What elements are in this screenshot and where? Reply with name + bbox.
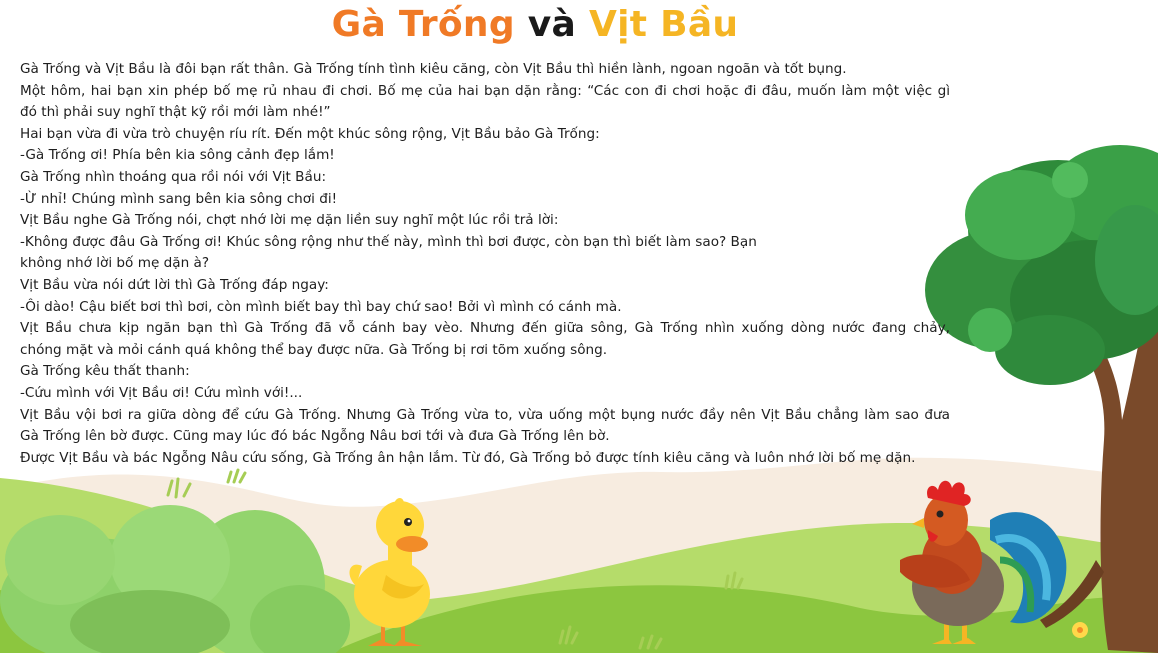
story-line: Được Vịt Bầu và bác Ngỗng Nâu cứu sống, Gà Trống ân hận lắm. Từ đó, Gà Trống bỏ được tính kiêu căng và luôn nhớ lời bố mẹ dặn. — [20, 449, 916, 466]
story-line: đó thì phải suy nghĩ thật kỹ rồi mới làm nhé!” — [20, 104, 331, 121]
story-line: -Ôi dào! Cậu biết bơi thì bơi, còn mình biết bay thì bay chứ sao! Bởi vì mình có cánh mà. — [20, 298, 622, 315]
story-line: -Gà Trống ơi! Phía bên kia sông cảnh đẹp lắm! — [20, 147, 335, 164]
story-line: Vịt Bầu vừa nói dứt lời thì Gà Trống đáp ngay: — [20, 276, 329, 293]
story-line: Gà Trống lên bờ được. Cũng may lúc đó bác Ngỗng Nâu bơi tới và đưa Gà Trống lên bờ. — [20, 428, 610, 445]
story-line: -Không được đâu Gà Trống ơi! Khúc sông rộng như thế này, mình thì bơi được, còn bạn thì biết làm sao? Bạn — [20, 233, 757, 250]
story-line: Vịt Bầu vội bơi ra giữa dòng để cứu Gà Trống. Nhưng Gà Trống vừa to, vừa uống một bụng nước đầy nên Vịt Bầu chẳng làm sao đưa — [20, 406, 950, 423]
story-line: Một hôm, hai bạn xin phép bố mẹ rủ nhau đi chơi. Bố mẹ của hai bạn dặn rằng: “Các con đi chơi hoặc đi đâu, muốn làm một việc gì — [20, 82, 950, 99]
title-connector: và — [514, 4, 589, 45]
bush-icon — [0, 505, 350, 653]
story-line: -Cứu mình với Vịt Bầu ơi! Cứu mình với!... — [20, 384, 303, 401]
story-line: Gà Trống và Vịt Bầu là đôi bạn rất thân. Gà Trống tính tình kiêu căng, còn Vịt Bầu thì hiền lành, ngoan ngoãn và tốt bụng. — [20, 61, 847, 77]
title-duck: Vịt Bầu — [588, 4, 739, 45]
story-line: Gà Trống kêu thất thanh: — [20, 363, 190, 380]
story-line: Gà Trống nhìn thoáng qua rồi nói với Vịt Bầu: — [20, 168, 327, 185]
story-line: không nhớ lời bố mẹ dặn à? — [20, 255, 210, 272]
story-text — [20, 59, 950, 469]
story-line: Vịt Bầu chưa kịp ngăn bạn thì Gà Trống đã vỗ cánh bay vèo. Nhưng đến giữa sông, Gà Trống nhìn xuống dòng nước đang chảy, — [20, 320, 950, 337]
page-title — [0, 2, 1070, 48]
story-line: chóng mặt và mỏi cánh quá không thể bay được nữa. Gà Trống bị rơi tõm xuống sông. — [20, 341, 608, 358]
story-line: Hai bạn vừa đi vừa trò chuyện ríu rít. Đến một khúc sông rộng, Vịt Bầu bảo Gà Trống: — [20, 125, 600, 142]
title-rooster: Gà Trống — [331, 4, 515, 45]
story-line: -Ừ nhỉ! Chúng mình sang bên kia sông chơi đi! — [20, 190, 338, 207]
story-line: Vịt Bầu nghe Gà Trống nói, chợt nhớ lời mẹ dặn liền suy nghĩ một lúc rồi trả lời: — [20, 212, 559, 229]
